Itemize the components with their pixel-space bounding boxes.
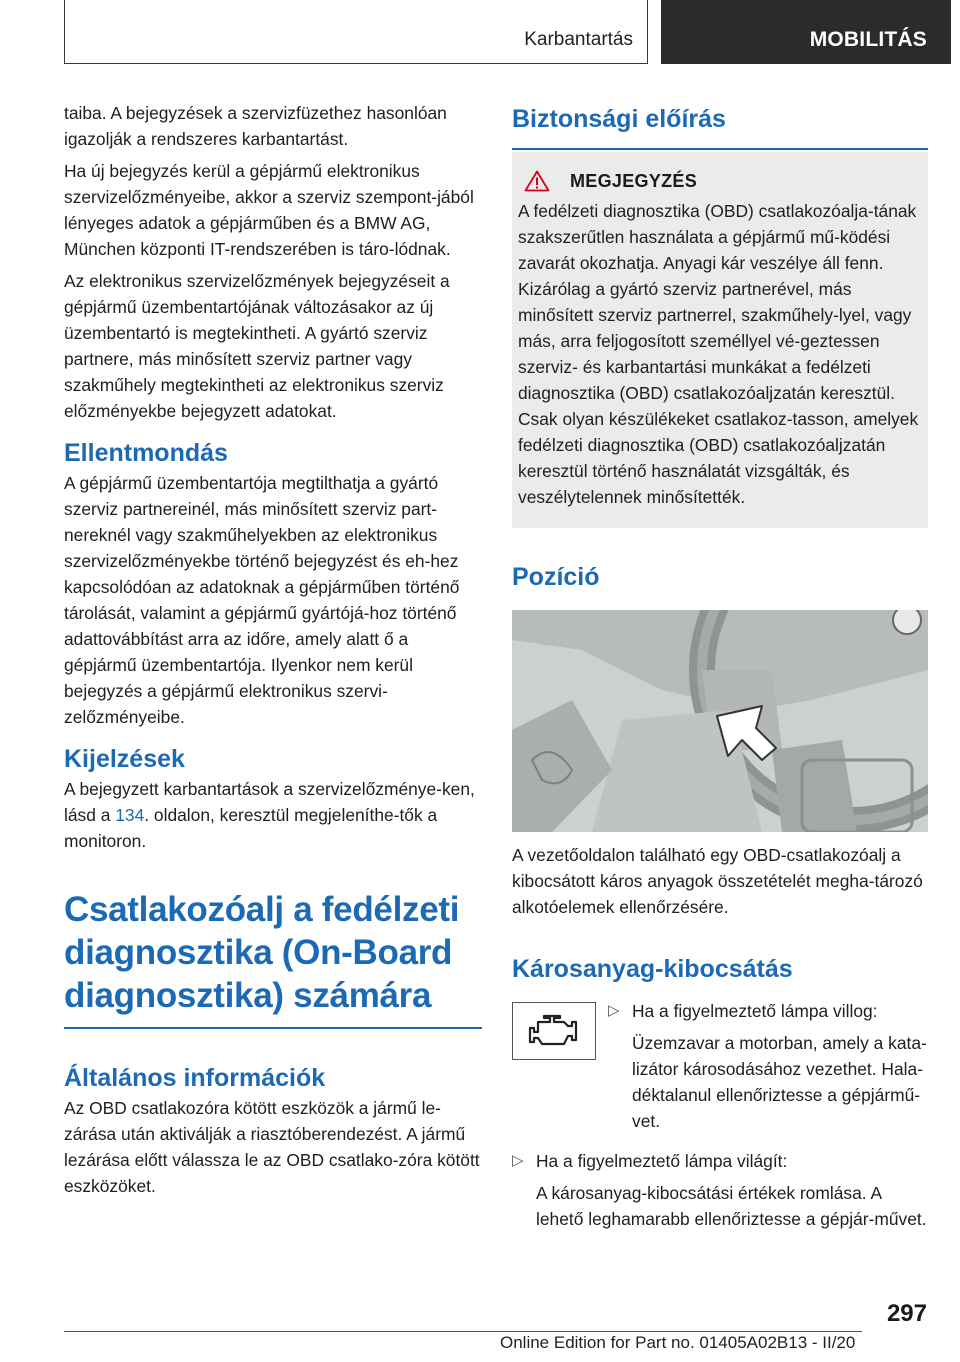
paragraph: Az OBD csatlakozóra kötött eszközök a jármű le-zárása után aktiválják a riasztóberendezést. A jármű lezárása előtt válassza le az OBD csatlako-zóra kötött eszközöket. [64,1098,480,1196]
list-item-label: Ha a figyelmeztető lámpa villog: [632,1001,878,1021]
notice-text: A fedélzeti diagnosztika (OBD) csatlakozóalja-tának szakszerűtlen használata a gépjármű mű-ködési zavarát okozhatja. Anyagi kár veszélye áll fenn. Kizárólag a gyártó szerviz partnerével, más minősített szerviz partnerrel, szakműhely-lyel, vagy más, arra feljogosított személlyel vé-geztessen szerviz- és karbantartási munkákat a fedélzeti diagnosztika (OBD) csatlakozóaljzatán keresztül. Csak olyan készülékeket csatlakoz-tasson, amelyek fedélzeti diagnosztika (OBD) csatlakozóaljzatán keresztül történő használatát vizsgálták, és veszélytelennek minősítették. [518,201,919,507]
paragraph-with-link [64,776,482,854]
triangle-bullet-icon: ▷ [512,1152,524,1169]
photo-caption: A vezetőoldalon található egy OBD-csatlakozóalj a kibocsátott káros anyagok összetételét megha-tározó alkotóelemek ellenőrzésére. [512,845,923,917]
text-part: . oldalon, keresztül megjeleníthe-tők a monitoron. [64,805,438,851]
main-heading: Csatlakozóalj a fedélzeti diagnosztika (On-Board diagnosztika) számára [64,890,460,1015]
warning-lamp-section [512,998,928,1140]
car-interior-illustration [512,610,928,832]
engine-warning-lamp-box [512,1002,596,1060]
heading-pozicio: Pozíció [512,563,600,591]
notice-box [512,152,928,528]
list-item-text: A károsanyag-kibocsátási értékek romlása. A lehető leghamarabb ellenőriztesse a gépjár-művet. [536,1183,927,1229]
text-part: A bejegyzett karbantartások a szervizelőzménye-ken, lásd a [64,779,475,825]
right-column [512,100,928,1238]
heading-karosanyag: Károsanyag-kibocsátás [512,955,793,983]
paragraph: A gépjármű üzembentartója megtilthatja a gyártó szerviz partnereinél, más minősített szerviz part-nereknél vagy szakműhelyekben az elektronikus szervizelőzményekbe történő bejegyzést és eh-hez kapcsolódóan az adatoknak a gépjárműben történő tárolását, valamint a gépjármű gyártójá-hoz történő adattovábbítást arra az időre, amely alatt ő a gépjármű üzembentartója. Ilyenkor nem kerül bejegyzés a gépjármű elektronikus szervi-zelőzményeibe. [64,473,460,727]
chapter-title: MOBILITÁS [809,28,927,51]
obd-position-photo [512,610,928,832]
list-item [608,998,928,1030]
paragraph: Az elektronikus szervizelőzmények bejegyzéseit a gépjármű üzembentartójának változásakor az új üzembentartó is megtekintheti. A gyártó szerviz partnere, más minősített szerviz partner vagy szakműhely megtekintheti az elektronikus szerviz előzményekbe bejegyzett adatokat. [64,271,450,421]
header-chapter-box [661,0,951,64]
page-number: 297 [886,1300,927,1327]
heading-biztonsagi: Biztonsági előírás [512,105,726,133]
list-item [512,1148,928,1180]
list-item-label: Ha a figyelmeztető lámpa világít: [536,1151,788,1171]
notice-header [518,170,922,192]
paragraph: Ha új bejegyzés kerül a gépjármű elektronikus szervizelőzményeibe, akkor a szerviz szempont-jából lényeges adatok a gépjárműben és a BMW AG, München központi IT-rendszerében is táro-lódnak. [64,161,474,259]
warning-triangle-icon [524,170,550,192]
list-item-text: Üzemzavar a motorban, amely a kata-lizátor károsodásához vezethet. Hala-déktalanul ellenőriztesse a gépjármű-vet. [632,1033,927,1131]
notice-title: MEGJEGYZÉS [570,170,698,191]
warning-lamp-list [608,998,928,1140]
header-section-box [64,0,648,64]
section-title: Karbantartás [524,29,633,50]
heading-rule [512,148,928,150]
triangle-bullet-icon: ▷ [608,1002,620,1019]
edition-text: Online Edition for Part no. 01405A02B13 - II/20 [500,1333,856,1352]
heading-altalanos: Általános információk [64,1064,326,1092]
page-reference-link[interactable]: 134 [115,805,145,825]
heading-ellentmondas: Ellentmondás [64,439,228,467]
paragraph: taiba. A bejegyzések a szervizfüzethez hasonlóan igazolják a rendszeres karbantartást. [64,103,447,149]
heading-kijelzesek: Kijelzések [64,745,185,773]
check-engine-icon [524,1012,584,1050]
left-column [64,100,482,1205]
footer-rule [64,1331,862,1332]
heading-rule [64,1027,482,1029]
